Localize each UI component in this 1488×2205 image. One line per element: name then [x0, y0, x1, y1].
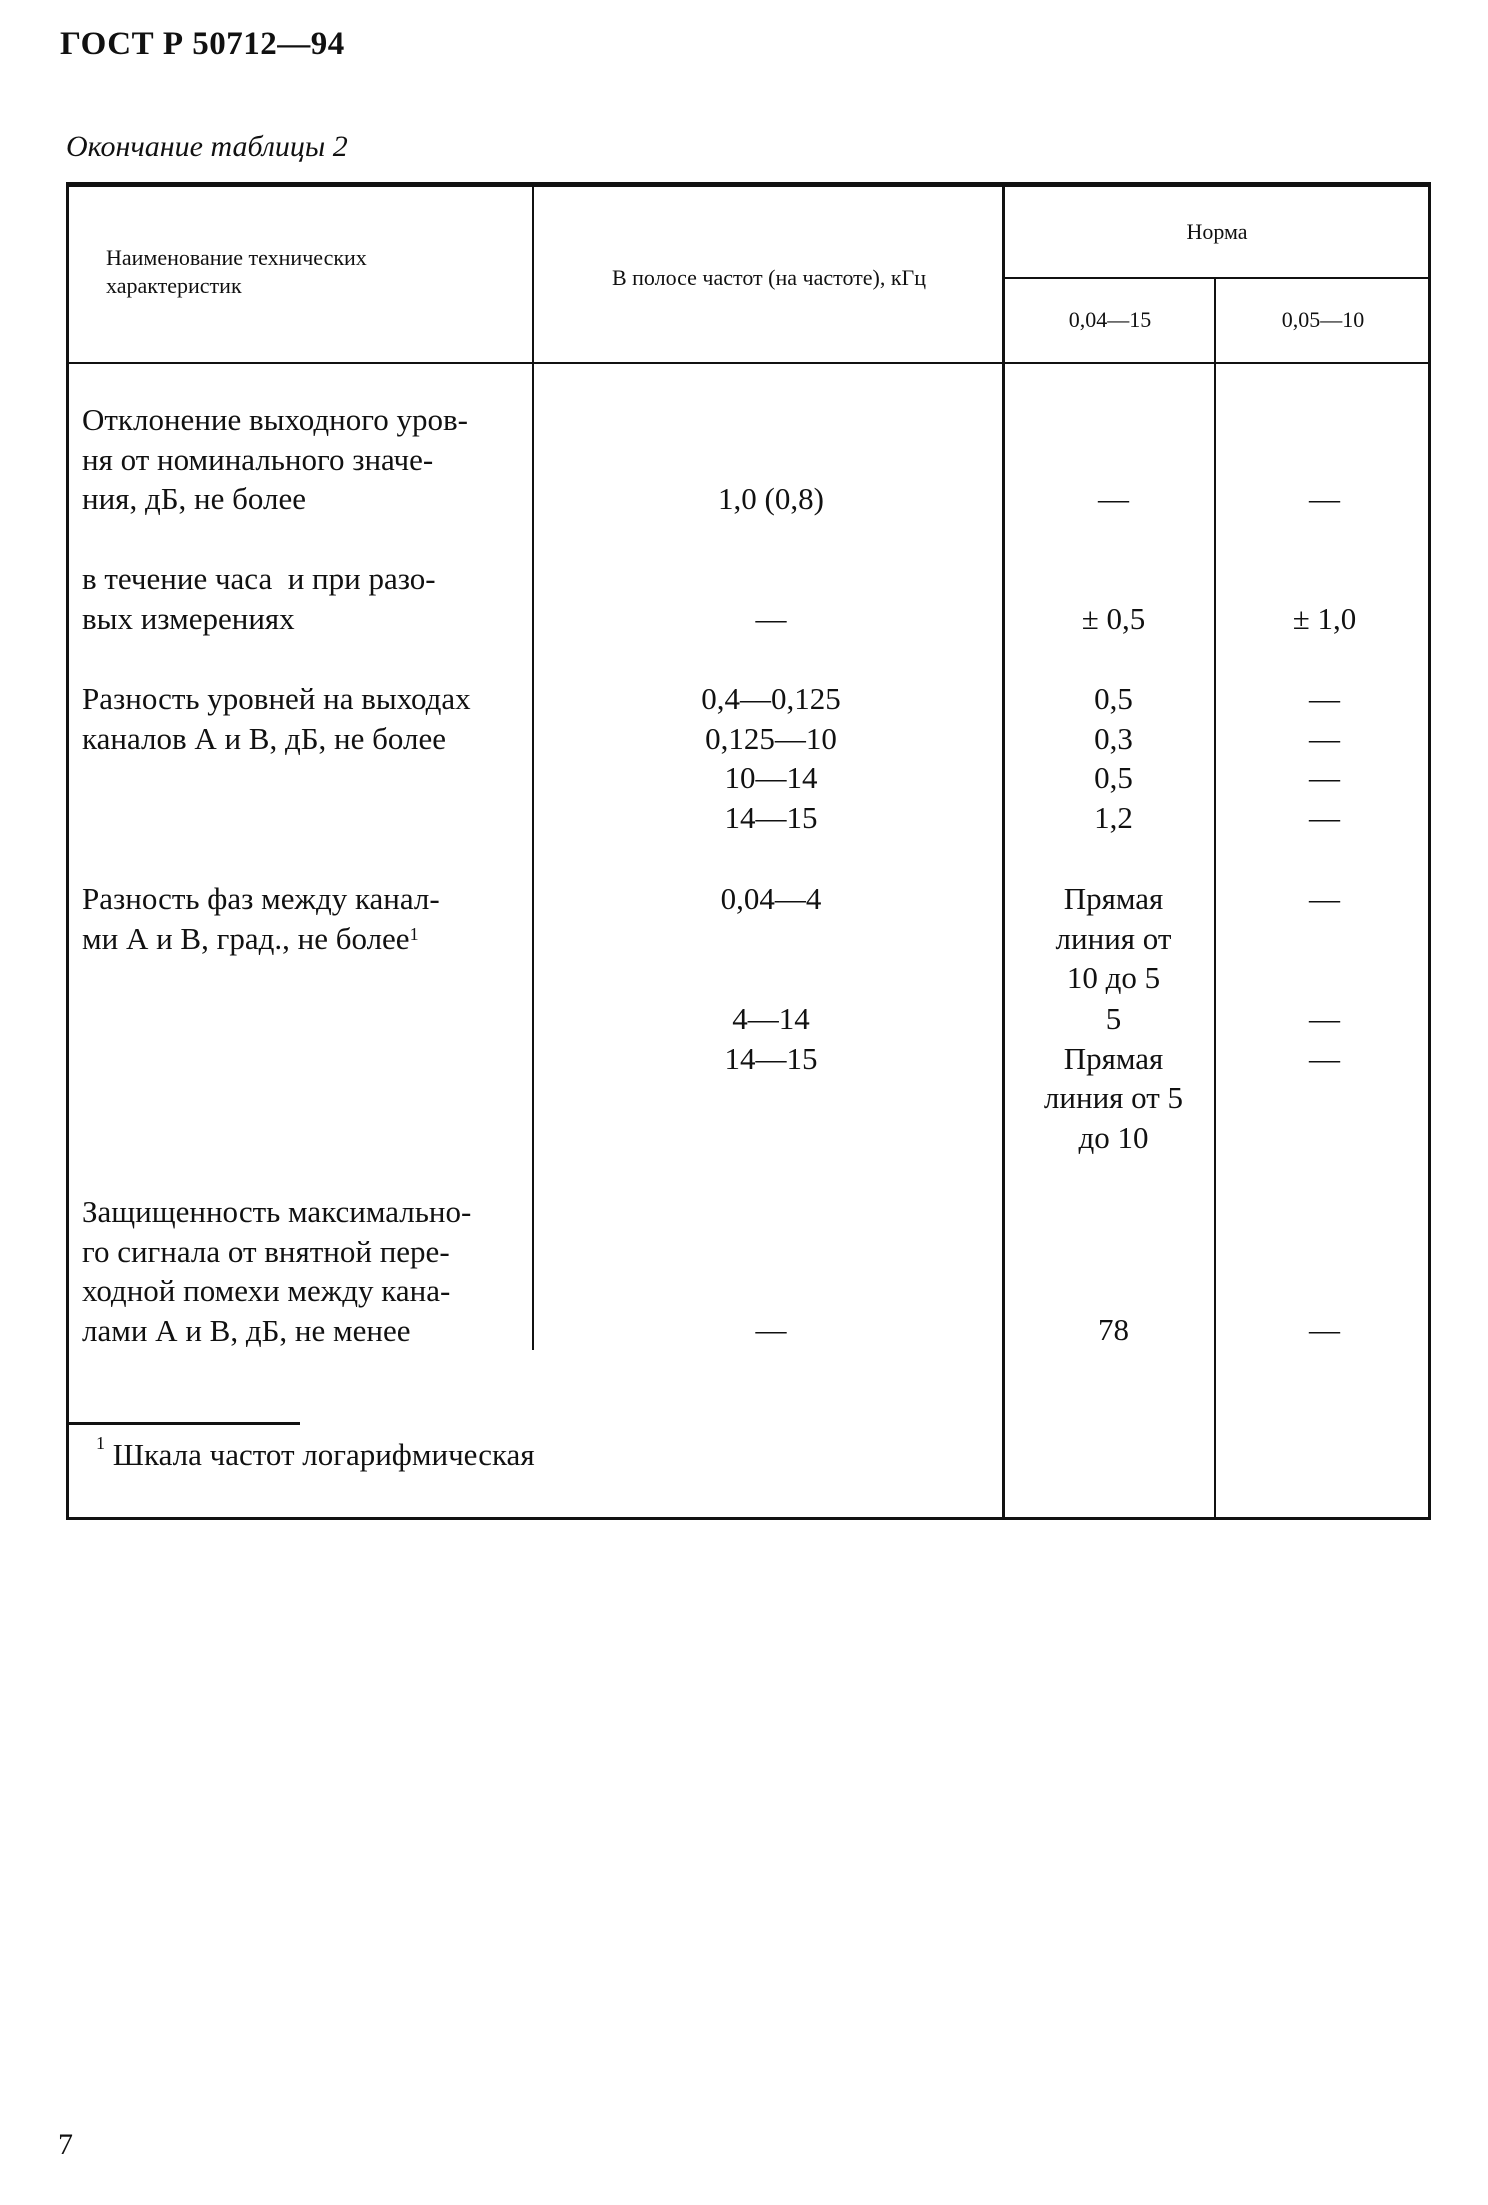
row-1-norm-a: — [1098, 481, 1129, 516]
row-4-band: 0,04—4 [720, 881, 822, 916]
document-code: ГОСТ Р 50712—94 [60, 26, 345, 62]
row-4-name-text: Разность фаз между канал- ми А и В, град., не более [82, 881, 440, 956]
header-band: В полосе частот (на частоте), кГц [611, 265, 927, 290]
row-3-name: Разность уровней на выходах каналов А и В, дБ, не более [82, 681, 471, 756]
header-norm: Норма [1186, 219, 1248, 244]
header-norm-a: 0,04—15 [1068, 307, 1152, 332]
row-2-norm-b: ± 1,0 [1292, 601, 1357, 636]
column-rule-1 [532, 182, 534, 1350]
row-6-name: Защищенность максимально- го сигнала от внятной пере- ходной помехи между кана- лами А и В, дБ, не менее [82, 1194, 472, 1348]
header-norm-b: 0,05—10 [1281, 307, 1365, 332]
header-bottom-rule [66, 362, 1431, 364]
table-bottom-border [66, 1517, 1431, 1520]
norm-subheader-rule [1002, 277, 1431, 279]
row-6-band: — [755, 1312, 787, 1347]
footnote [96, 1433, 535, 1473]
row-3-band: 0,4—0,125 0,125—10 10—14 14—15 [701, 681, 841, 835]
table-right-border [1428, 182, 1431, 1520]
row-1-name: Отклонение выходного уров- ня от номинального значе- ния, дБ, не более [82, 402, 468, 516]
row-4-norm-a: Прямая линия от 10 до 5 [1055, 881, 1172, 995]
footnote-mark: 1 [96, 1433, 105, 1453]
table-left-border [66, 182, 69, 1520]
row-3-norm-b: — — — — [1309, 681, 1340, 835]
row-4-footnote-mark: 1 [409, 923, 419, 944]
row-5-band: 4—14 14—15 [724, 1001, 818, 1076]
table-top-border [66, 182, 1431, 187]
row-2-norm-a: ± 0,5 [1081, 601, 1146, 636]
row-2-name: в течение часа и при разо- вых измерениях [82, 561, 436, 636]
row-1-norm-b: — [1309, 481, 1340, 516]
spec-table [66, 182, 1431, 1524]
row-4-norm-b: — [1309, 881, 1340, 916]
page-number: 7 [58, 2128, 73, 2161]
header-name: Наименование технических характеристик [106, 245, 367, 298]
row-6-norm-b: — [1309, 1312, 1340, 1347]
row-4-name [82, 879, 542, 958]
row-1-band: 1,0 (0,8) [718, 481, 824, 516]
row-5-norm-a: 5 Прямая линия от 5 до 10 [1043, 1001, 1184, 1155]
table-caption: Окончание таблицы 2 [66, 130, 348, 163]
row-5-norm-b: — — [1309, 1001, 1340, 1076]
footnote-text: Шкала частот логарифмическая [112, 1437, 535, 1472]
row-2-band: — [755, 601, 787, 636]
footnote-rule [66, 1422, 300, 1425]
row-3-norm-a: 0,5 0,3 0,5 1,2 [1094, 681, 1133, 835]
row-6-norm-a: 78 [1098, 1312, 1129, 1347]
